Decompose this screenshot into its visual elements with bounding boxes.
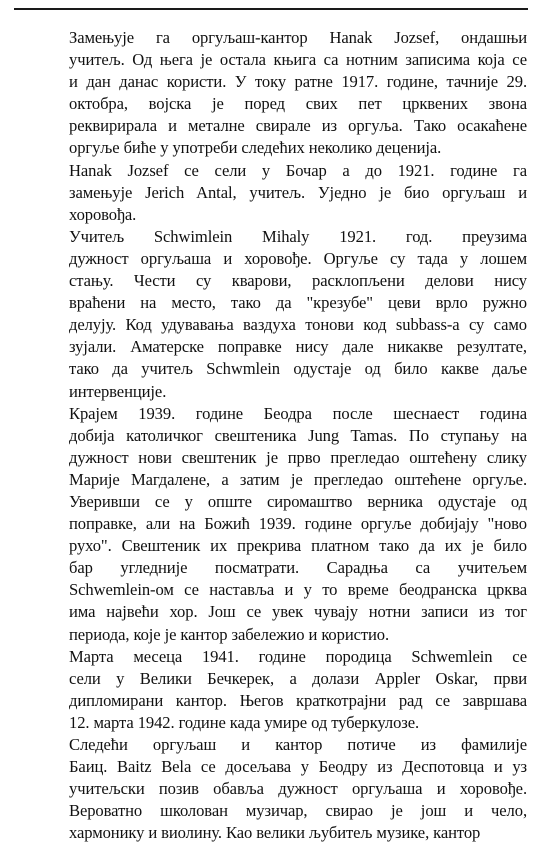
paragraph <box>19 27 527 160</box>
text-line: рухо". Свештеник их прекрива платном тако да их је било <box>69 536 527 556</box>
text-line: Schwemlein-ом се наставља и у то време беодранска црква <box>69 580 527 600</box>
text-line: стању. Чести су кварови, расклопљени делови нису <box>69 271 527 291</box>
text-line: интервенције. <box>69 381 167 401</box>
text-line: Следећи оргуљаш и кантор потиче из фамилије <box>69 735 527 754</box>
document-body <box>19 27 527 844</box>
text-line: Баиц. Baitz Bela се досељава у Беодру из Деспотовца и уз <box>69 757 527 777</box>
text-line: Марије Магдалене, а затим је прегледао оштећене оргуље. <box>69 469 527 489</box>
text-line: учитељски позив обавља дужност оргуљаша и хоровође. <box>69 779 527 799</box>
paragraph <box>19 403 527 646</box>
text-line: хармонику и виолину. Као велики љубитељ музике, кантор <box>69 823 481 843</box>
text-line: дужност оргуљаша и хоровође. Оргуље су тада у лошем <box>69 248 527 268</box>
text-line: учитељ. Од њега је остала књига са нотним записима која се <box>69 50 527 70</box>
text-line: Замењује га оргуљаш-кантор Hanak Jozsef, ондашњи <box>69 28 527 47</box>
text-line: 12. марта 1942. године када умире од туберкулозе. <box>69 712 420 732</box>
text-line: сели у Велики Бечкерек, а долази Appler Oskar, први <box>69 668 527 688</box>
text-line: дипломирани кантор. Његов краткотрајни рад се завршава <box>69 690 527 710</box>
paragraph <box>19 646 527 734</box>
text-line: хоровођа. <box>69 204 137 224</box>
top-rule <box>14 8 528 10</box>
text-line: поправке, али на Божић 1939. године оргуље добијају "ново <box>69 514 527 534</box>
text-line: Крајем 1939. године Беодра после шеснаест година <box>69 403 527 423</box>
text-line: делују. Код удувавања ваздуха тонови код subbass-а су само <box>69 315 527 335</box>
text-line: замењује Jerich Antal, учитељ. Уједно је био оргуљаш и <box>69 182 527 202</box>
text-line: зујали. Аматерске поправке нису дале никакве резултате, <box>69 337 527 357</box>
text-line: Вероватно школован музичар, свирао је још и чело, <box>69 801 527 821</box>
paragraph <box>19 734 527 844</box>
paragraph <box>19 160 527 226</box>
text-line: Уверивши се у опште сиромаштво верника одустаје од <box>69 491 527 511</box>
text-line: оргуље биће у употреби следећих неколико деценија. <box>69 138 442 158</box>
text-line: добија католичког свештеника Jung Tamas. По ступању на <box>69 425 527 445</box>
text-line: реквирирала и металне свирале из оргуља. Тако осакаћене <box>69 116 527 136</box>
text-line: и дан данас користи. У току ратне 1917. године, тачније 29. <box>69 72 527 92</box>
text-line: има највећи хор. Још се увек чувају нотни записи из тог <box>69 602 527 622</box>
text-line: тако да учитељ Schwmlein одустаје од било какве даље <box>69 359 527 379</box>
text-line: Марта месеца 1941. године породица Schwemlein се <box>69 646 527 666</box>
text-line: враћени на место, тако да "крезубе" цеви врло ружно <box>69 293 527 313</box>
text-line: периода, које је кантор забележио и користио. <box>69 624 390 644</box>
text-line: бар угледније посматрати. Сарадња са учитељем <box>69 558 527 578</box>
text-line: Учитељ Schwimlein Mihaly 1921. год. преузима <box>69 226 527 246</box>
text-line: Hanak Jozsef се сели у Бочар а до 1921. године га <box>69 160 527 180</box>
text-line: октобра, војска је поред свих пет црквених звона <box>69 94 527 114</box>
text-line: дужност нови свештеник је прво прегледао оштећену слику <box>69 447 527 467</box>
paragraph <box>19 226 527 403</box>
